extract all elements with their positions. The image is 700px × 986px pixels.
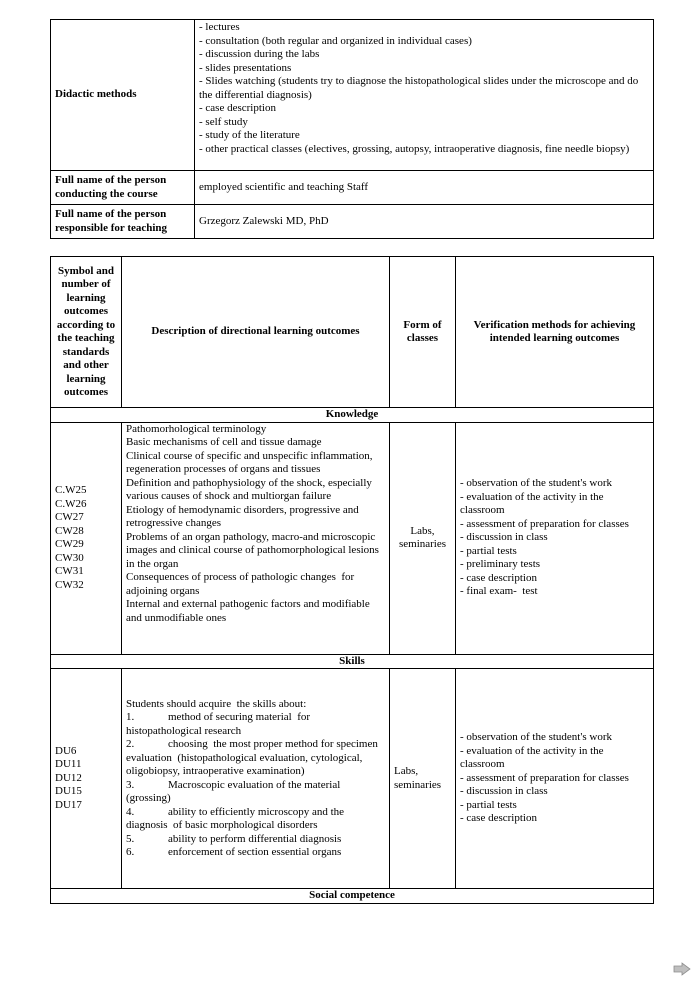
header-description: Description of directional learning outcomes: [122, 257, 390, 408]
skill-item-text: Macroscopic evaluation of the material (grossing): [126, 778, 344, 804]
header-symbol: Symbol and number of learning outcomes according to the teaching standards and other learning outcomes: [51, 257, 122, 408]
verification-method-item: - partial tests: [460, 544, 517, 557]
skill-item-text: ability to perform differential diagnosis: [168, 832, 342, 845]
outcome-symbol: DU6: [55, 744, 77, 757]
knowledge-outcome-item: Pathomorhological terminology: [126, 422, 267, 435]
skill-item: [126, 779, 385, 806]
skill-item-text: enforcement of section essential organs: [168, 846, 342, 858]
skill-item-text: method of securing material for histopathological research: [126, 711, 313, 737]
didactic-method-item: - lectures: [199, 21, 240, 33]
knowledge-outcome-item: Definition and pathophysiology of the shock, especially various causes of shock and multiorgan failure: [126, 476, 375, 502]
section-title-social: Social competence: [51, 889, 654, 904]
knowledge-form: Labs, seminaries: [390, 422, 456, 654]
knowledge-outcome-item: Basic mechanisms of cell and tissue damage: [126, 436, 322, 448]
verification-method-item: - observation of the student's work: [460, 477, 612, 490]
skills-intro: Students should acquire the skills about:: [126, 697, 307, 710]
verification-method-item: - assessment of preparation for classes: [460, 517, 629, 530]
skill-item: [126, 806, 385, 833]
skill-item: [126, 711, 385, 738]
knowledge-outcome-item: Clinical course of specific and unspecific inflammation, regeneration processes of organs and tissues: [126, 449, 376, 475]
section-title-skills: Skills: [51, 654, 654, 669]
outcome-symbol: C.W25: [55, 484, 87, 496]
didactic-method-item: - discussion during the labs: [199, 48, 320, 60]
skill-item-number: 6.: [126, 846, 135, 858]
skill-item-text: ability to efficiently microscopy and the diagnosis of basic morphological disorders: [126, 805, 347, 831]
skill-item: [126, 846, 385, 860]
didactic-methods-list: [195, 20, 654, 171]
skill-item: [126, 833, 385, 847]
skill-item-number: 5.: [126, 832, 135, 845]
skill-item-number: 4.: [126, 805, 135, 818]
outcome-symbol: CW32: [55, 578, 84, 591]
responsible-person-label: Full name of the person responsible for teaching: [51, 205, 195, 239]
outcome-symbol: DU15: [55, 785, 82, 798]
knowledge-outcome-item: Consequences of process of pathologic changes for adjoining organs: [126, 571, 357, 597]
outcome-symbol: DU17: [55, 798, 82, 811]
skills-form: Labs, seminaries: [390, 669, 456, 889]
verification-method-item: - observation of the student's work: [460, 731, 612, 744]
outcome-symbol: DU12: [55, 771, 82, 784]
skills-verification: [456, 669, 654, 889]
didactic-methods-label: Didactic methods: [51, 20, 195, 171]
didactic-method-item: - study of the literature: [199, 129, 300, 141]
verification-method-item: - partial tests: [460, 798, 517, 811]
verification-method-item: - evaluation of the activity in the classroom: [460, 490, 607, 517]
learning-outcomes-table: [50, 256, 654, 904]
skill-item-number: 2.: [126, 738, 135, 750]
knowledge-outcome-item: Problems of an organ pathology, macro-and microscopic images and clinical course of pathomorphological lesions in the organ: [126, 530, 382, 570]
skill-item-number: 1.: [126, 711, 135, 723]
outcome-symbol: CW27: [55, 511, 84, 523]
didactic-method-item: - other practical classes (electives, grossing, autopsy, intraoperative diagnosis, fine needle biopsy): [199, 142, 630, 155]
skills-symbols: [51, 669, 122, 889]
skill-item-text: choosing the most proper method for specimen evaluation (histopathological evaluation, cytological, oligobiopsy, intraoperative examination): [126, 738, 381, 777]
course-info-table: [50, 19, 654, 239]
header-verification: Verification methods for achieving intended learning outcomes: [456, 257, 654, 408]
skills-description: [122, 669, 390, 889]
didactic-method-item: - case description: [199, 102, 276, 114]
verification-method-item: - case description: [460, 812, 537, 825]
knowledge-outcome-item: Internal and external pathogenic factors and modifiable and unmodifiable ones: [126, 598, 373, 624]
verification-method-item: - final exam- test: [460, 585, 538, 598]
outcome-symbol: DU11: [55, 758, 82, 771]
didactic-method-item: - Slides watching (students try to diagnose the histopathological slides under the microscope and do the differential diagnosis): [199, 75, 642, 101]
verification-method-item: - discussion in class: [460, 531, 548, 544]
knowledge-symbols: [51, 422, 122, 654]
verification-method-item: - discussion in class: [460, 785, 548, 798]
didactic-method-item: - slides presentations: [199, 61, 292, 74]
verification-method-item: - evaluation of the activity in the classroom: [460, 744, 607, 771]
outcome-symbol: CW30: [55, 551, 84, 564]
knowledge-outcome-item: Etiology of hemodynamic disorders, progressive and retrogressive changes: [126, 503, 362, 529]
verification-method-item: - assessment of preparation for classes: [460, 771, 629, 784]
conducting-person-label: Full name of the person conducting the course: [51, 171, 195, 205]
conducting-person-value: employed scientific and teaching Staff: [195, 171, 654, 205]
header-form: Form of classes: [390, 257, 456, 408]
knowledge-description: [122, 422, 390, 654]
responsible-person-value: Grzegorz Zalewski MD, PhD: [195, 205, 654, 239]
outcome-symbol: CW29: [55, 538, 84, 550]
outcome-symbol: C.W26: [55, 497, 87, 510]
verification-method-item: - case description: [460, 571, 537, 584]
next-page-arrow-icon[interactable]: [673, 962, 691, 976]
skill-item-number: 3.: [126, 778, 135, 791]
skill-item: [126, 738, 385, 779]
didactic-method-item: - consultation (both regular and organized in individual cases): [199, 34, 472, 47]
verification-method-item: - preliminary tests: [460, 558, 541, 571]
outcome-symbol: CW28: [55, 524, 84, 537]
section-title-knowledge: Knowledge: [51, 408, 654, 423]
didactic-method-item: - self study: [199, 115, 248, 128]
outcome-symbol: CW31: [55, 565, 84, 577]
knowledge-verification: [456, 422, 654, 654]
